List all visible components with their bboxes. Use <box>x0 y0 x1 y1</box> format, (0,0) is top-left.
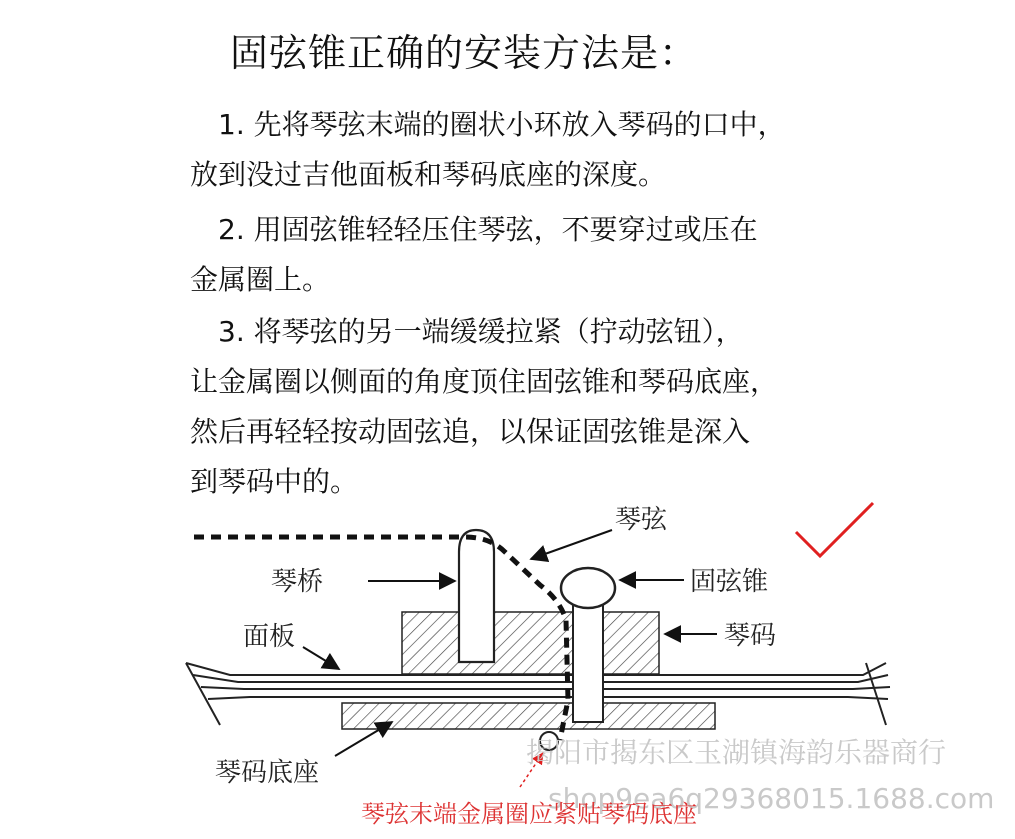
watermark-shop-url: shop9ea6q29368015.1688.com <box>548 782 995 815</box>
bridge-block <box>402 612 659 674</box>
label-plate: 琴码底座 <box>215 758 320 788</box>
step-3-line-3: 然后再轻轻按动固弦追，以保证固弦锥是深入 <box>190 415 751 448</box>
label-string: 琴弦 <box>615 505 668 535</box>
saddle <box>459 530 494 662</box>
label-saddle: 琴桥 <box>271 567 324 597</box>
step-3-line-2: 让金属圈以侧面的角度顶住固弦锥和琴码底座， <box>190 365 779 398</box>
label-pin: 固弦锥 <box>690 567 769 597</box>
check-icon <box>796 503 873 556</box>
bridge-plate <box>342 703 715 729</box>
top-arrow <box>303 647 339 669</box>
step-2-line-1: 2. 用固弦锥轻轻压住琴弦，不要穿过或压在 <box>218 213 758 246</box>
step-3-line-4: 到琴码中的。 <box>190 465 359 498</box>
label-top: 面板 <box>243 622 296 652</box>
step-1-line-2: 放到没过吉他面板和琴码底座的深度。 <box>190 158 667 191</box>
step-2-line-2: 金属圈上。 <box>190 263 331 296</box>
page-title: 固弦锥正确的安装方法是： <box>230 31 699 75</box>
step-1-line-1: 1. 先将琴弦末端的圈状小环放入琴码的口中， <box>218 108 786 141</box>
red-note: 琴弦末端金属圈应紧贴琴码底座 <box>361 800 697 828</box>
watermark-shop-name: 揭阳市揭东区玉湖镇海韵乐器商行 <box>526 736 947 769</box>
label-bridge: 琴码 <box>724 621 777 651</box>
step-3-line-1: 3. 将琴弦的另一端缓缓拉紧（拧动弦钮）， <box>218 315 744 348</box>
string-arrow <box>531 530 612 559</box>
